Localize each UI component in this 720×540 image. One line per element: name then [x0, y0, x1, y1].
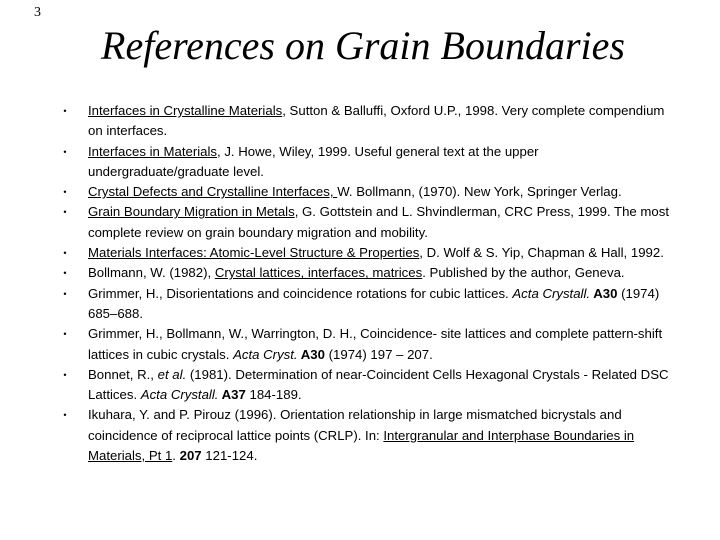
- reference-journal: Acta Crystall.: [512, 285, 591, 301]
- reference-volume: A30: [297, 346, 325, 362]
- reference-volume: 207: [179, 448, 202, 464]
- reference-text: (1981). Determination of near-Coincident Cells Hexagonal Crystals - Related DSC Lattices.: [88, 366, 669, 403]
- reference-etal: et al.: [157, 366, 187, 382]
- reference-text: Grimmer, H., Disorientations and coincidence rotations for cubic lattices.: [88, 285, 513, 301]
- reference-separator: .: [172, 448, 180, 464]
- list-item: [60, 202, 670, 243]
- reference-pages: 121-124.: [201, 448, 258, 464]
- bullet-icon: •: [63, 106, 67, 116]
- reference-journal: Acta Cryst.: [233, 346, 298, 362]
- reference-text: , D. Wolf & S. Yip, Chapman & Hall, 1992.: [419, 245, 664, 261]
- reference-pages: (1974) 197 – 207.: [324, 346, 433, 362]
- reference-author: Bollmann, W. (1982),: [88, 265, 215, 281]
- reference-text: Ikuhara, Y. and P. Pirouz (1996). Orientation relationship in large mismatched bicrystals and coincidence of reciprocal lattice points (CRLP). In:: [88, 407, 622, 443]
- list-item: [60, 405, 670, 466]
- bullet-icon: •: [63, 187, 67, 198]
- list-item: [60, 101, 670, 142]
- reference-pages: 184-189.: [245, 387, 302, 403]
- reference-text: , G. Gottstein and L. Shvindlerman, CRC Press, 1999. The most complete review on grain boundary migration and mobility.: [88, 204, 670, 240]
- reference-title: Crystal lattices, interfaces, matrices: [214, 265, 423, 281]
- reference-text: , J. Howe, Wiley, 1999. Useful general text at the upper undergraduate/graduate level.: [88, 143, 539, 179]
- reference-title: Interfaces in Materials: [88, 143, 217, 159]
- bullet-icon: •: [63, 146, 67, 157]
- bullet-icon: •: [63, 207, 67, 218]
- page-title: References on Grain Boundaries: [101, 23, 625, 68]
- reference-text: W. Bollmann, (1970). New York, Springer Verlag.: [337, 184, 622, 200]
- reference-volume: A30: [590, 285, 618, 301]
- list-item: [60, 142, 670, 183]
- reference-text: , Sutton & Balluffi, Oxford U.P., 1998. Very complete compendium on interfaces.: [88, 103, 665, 139]
- bullet-icon: •: [63, 248, 67, 259]
- bullet-icon: •: [63, 369, 67, 380]
- list-item: [60, 365, 670, 406]
- list-item: [60, 284, 670, 325]
- reference-title: Crystal Defects and Crystalline Interfaces,: [88, 184, 338, 200]
- list-item: [60, 263, 670, 283]
- reference-title: Materials Interfaces: Atomic-Level Structure & Properties: [88, 245, 420, 261]
- reference-text: Grimmer, H., Bollmann, W., Warrington, D. H., Coincidence- site lattices and complete pattern-shift lattices in cubic crystals.: [88, 326, 663, 362]
- reference-title: Grain Boundary Migration in Metals: [88, 204, 295, 220]
- reference-journal: Acta Crystall.: [140, 387, 219, 403]
- reference-list: [60, 101, 670, 466]
- list-item: [60, 243, 670, 263]
- bullet-icon: •: [63, 288, 67, 299]
- reference-volume: A37: [218, 387, 246, 403]
- reference-pages: (1974) 685–688.: [88, 285, 660, 321]
- reference-title: Interfaces in Crystalline Materials: [88, 103, 283, 118]
- reference-text: . Published by the author, Geneva.: [422, 265, 625, 281]
- reference-author: Bonnet, R.,: [88, 366, 158, 382]
- bullet-icon: •: [63, 410, 67, 421]
- bullet-icon: •: [63, 329, 67, 340]
- list-item: [60, 182, 670, 202]
- slide-number: 3: [34, 5, 41, 20]
- bullet-icon: •: [63, 268, 67, 279]
- reference-title: Intergranular and Interphase Boundaries in Materials, Pt 1: [88, 427, 635, 464]
- list-item: [60, 324, 670, 365]
